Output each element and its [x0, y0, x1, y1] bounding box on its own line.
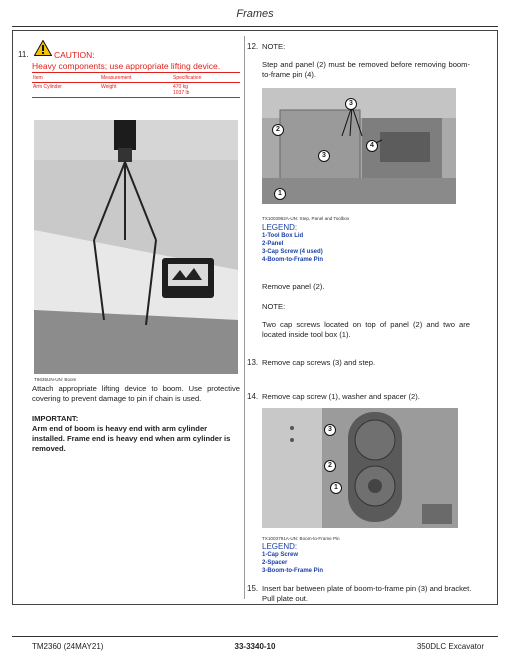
step-14-legend-item: 2-Spacer	[262, 560, 288, 566]
step-14-photo-caption: TX1003791A-UN: Boom-to-Frame Pin	[262, 536, 340, 541]
step-12-note2-text: Two cap screws located on top of panel (2) and two are located inside tool box (1).	[262, 320, 470, 339]
step-12-note-label: NOTE:	[262, 42, 286, 51]
footer-rule	[12, 636, 498, 637]
table-row	[32, 83, 240, 98]
spec-header-item: Item	[32, 74, 100, 83]
step-12-legend-item: 2-Panel	[262, 241, 284, 247]
step-15-number: 15.	[247, 584, 259, 593]
step-12-number: 12.	[247, 42, 259, 51]
step-12-legend-item: 1-Tool Box Lid	[262, 233, 304, 239]
important-label: IMPORTANT:	[32, 414, 79, 423]
step-13-number: 13.	[247, 358, 259, 367]
spec-header-measurement: Measurement	[100, 74, 172, 83]
footer-page-number: 33-3340-10	[234, 642, 276, 651]
step-14-legend-title: LEGEND:	[262, 542, 298, 551]
footer-manual-id: TM2360 (24MAY21)	[32, 642, 104, 651]
important-text: Arm end of boom is heavy end with arm cylinder installed. Frame end is heavy end when arm cylinder is removed.	[32, 424, 231, 453]
spec-header-specification: Specification	[172, 74, 240, 83]
step-12-note2-label: NOTE:	[262, 302, 286, 311]
callout-1: 1	[330, 482, 342, 494]
step-14-text: Remove cap screw (1), washer and spacer (2).	[262, 392, 420, 401]
boom-to-frame-pin-photo	[262, 408, 458, 528]
caution-warning-icon	[34, 40, 52, 56]
step-11-instruction: Attach appropriate lifting device to boom. Use protective covering to prevent damage to pin if chain is used.	[32, 384, 240, 403]
page-title: Frames	[236, 8, 274, 20]
callout-3-bottom: 3	[318, 150, 330, 162]
step-15-text: Insert bar between plate of boom-to-frame pin (3) and bracket. Pull plate out.	[262, 584, 472, 603]
caution-title: CAUTION:	[54, 50, 95, 60]
spec-value-imperial: 1037 lb	[173, 90, 190, 96]
step-12-legend-title: LEGEND:	[262, 223, 298, 232]
callout-3: 3	[324, 424, 336, 436]
spec-cell-specification	[172, 83, 240, 98]
footer-model: 350DLC Excavator	[416, 642, 484, 651]
step-13-text: Remove cap screws (3) and step.	[262, 358, 376, 367]
spec-cell-measurement: Weight	[100, 83, 172, 98]
caution-rule	[32, 72, 240, 73]
spec-table	[32, 74, 240, 98]
spec-value-metric: 470 kg	[173, 84, 189, 90]
step-12-photo-caption: TX1003982A-UN: Step, Panel and Toolbox	[262, 216, 350, 221]
callout-3-top: 3	[345, 98, 357, 110]
step-12-legend-item: 3-Cap Screw (4 used)	[262, 249, 323, 255]
step-12-action: Remove panel (2).	[262, 282, 325, 291]
step-12-legend-item: 4-Boom-to-Frame Pin	[262, 257, 324, 263]
column-divider	[244, 36, 245, 599]
spec-cell-item: Arm Cylinder	[32, 83, 100, 98]
spec-table-header-row	[32, 74, 240, 83]
header-rule	[12, 26, 498, 27]
caution-text: Heavy components; use appropriate lifting device.	[32, 61, 221, 71]
callout-2: 2	[324, 460, 336, 472]
step-12-note-text: Step and panel (2) must be removed before removing boom-to-frame pin (4).	[262, 60, 470, 79]
callout-1: 1	[274, 188, 286, 200]
callout-4: 4	[366, 140, 378, 152]
boom-photo-caption: T6635UN-UN: Boom	[34, 377, 77, 382]
step-11-number: 11.	[18, 50, 29, 59]
boom-photo	[34, 120, 238, 374]
step-panel-toolbox-photo	[262, 88, 456, 204]
step-14-legend-item: 1-Cap Screw	[262, 552, 299, 558]
step-14-number: 14.	[247, 392, 259, 401]
callout-2: 2	[272, 124, 284, 136]
step-14-legend-item: 3-Boom-to-Frame Pin	[262, 568, 324, 574]
